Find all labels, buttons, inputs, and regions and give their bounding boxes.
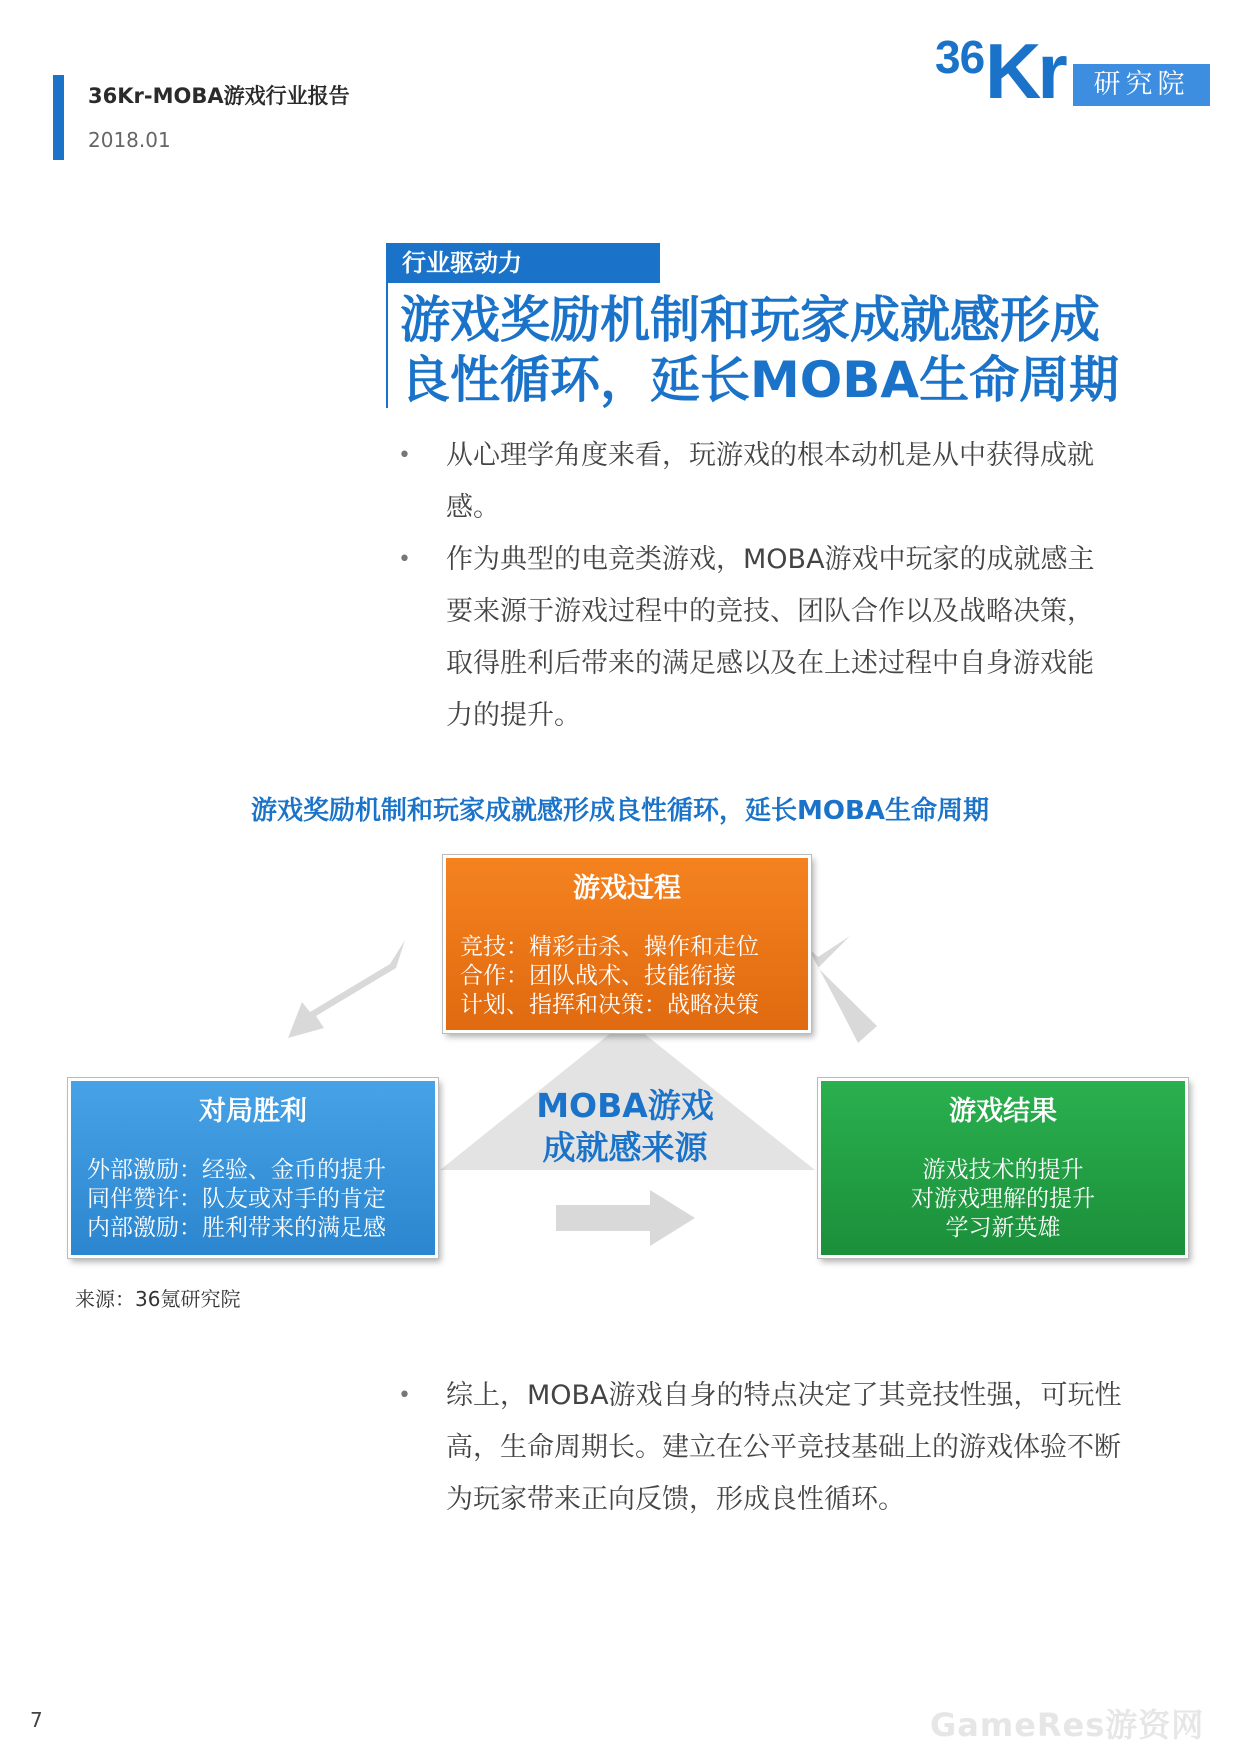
conclusion-bullet: • 综上，MOBA游戏自身的特点决定了其竞技性强，可玩性高，生命周期长。建立在公平竞技基础上的游戏体验不断为玩家带来正向反馈，形成良性循环。 [398,1370,1138,1526]
arrow-down-left [288,940,405,1038]
logo-kr: Kr [985,27,1064,115]
victory-line: 内部激励：胜利带来的满足感 [87,1215,386,1241]
conclusion-list [398,1370,1138,1526]
center-label-line2: 成就感来源 [542,1128,708,1167]
process-line: 合作：团队战术、技能衔接 [460,963,736,989]
victory-body [71,1156,435,1243]
report-date: 2018.01 [88,128,171,152]
center-label-line1: MOBA游戏 [536,1086,714,1125]
victory-line: 外部激励：经验、金币的提升 [87,1157,386,1183]
watermark: GameRes游资网 [930,1706,1205,1744]
center-label [520,1085,730,1169]
process-box [443,855,811,1033]
bullet-item: • 作为典型的电竞类游戏，MOBA游戏中玩家的成就感主要来源于游戏过程中的竞技、团队合作以及战略决策，取得胜利后带来的满足感以及在上述过程中自身游戏能力的提升。 [398,534,1118,742]
victory-box [68,1078,438,1258]
logo-number: 36 [935,31,985,83]
bullet-item: • 从心理学角度来看，玩游戏的根本动机是从中获得成就感。 [398,430,1118,534]
process-line: 计划、指挥和决策：战略决策 [460,992,759,1018]
logo-label: 研究院 [1073,64,1210,106]
process-line: 竞技：精彩击杀、操作和走位 [460,934,759,960]
result-line: 学习新英雄 [945,1215,1061,1241]
arrow-right [556,1190,695,1246]
report-title: 36Kr-MOBA游戏行业报告 [88,84,350,108]
result-line: 对游戏理解的提升 [911,1186,1095,1212]
source-note: 来源：36氪研究院 [75,1287,241,1311]
section-title-line2: 良性循环，延长MOBA生命周期 [400,351,1120,409]
result-title: 游戏结果 [949,1096,1057,1127]
section-title-line1: 游戏奖励机制和玩家成就感形成 [400,291,1100,349]
process-body [446,933,808,1020]
result-body [821,1156,1185,1243]
diagram-title: 游戏奖励机制和玩家成就感形成良性循环，延长MOBA生命周期 [251,796,989,826]
section-tag: 行业驱动力 [386,243,660,283]
arrow-up-left [808,936,877,1043]
page-number: 7 [30,1708,43,1732]
result-box [818,1078,1188,1258]
victory-line: 同伴赞许：队友或对手的肯定 [87,1186,386,1212]
process-title: 游戏过程 [573,873,681,904]
result-line: 游戏技术的提升 [922,1157,1084,1183]
victory-title: 对局胜利 [199,1096,307,1127]
